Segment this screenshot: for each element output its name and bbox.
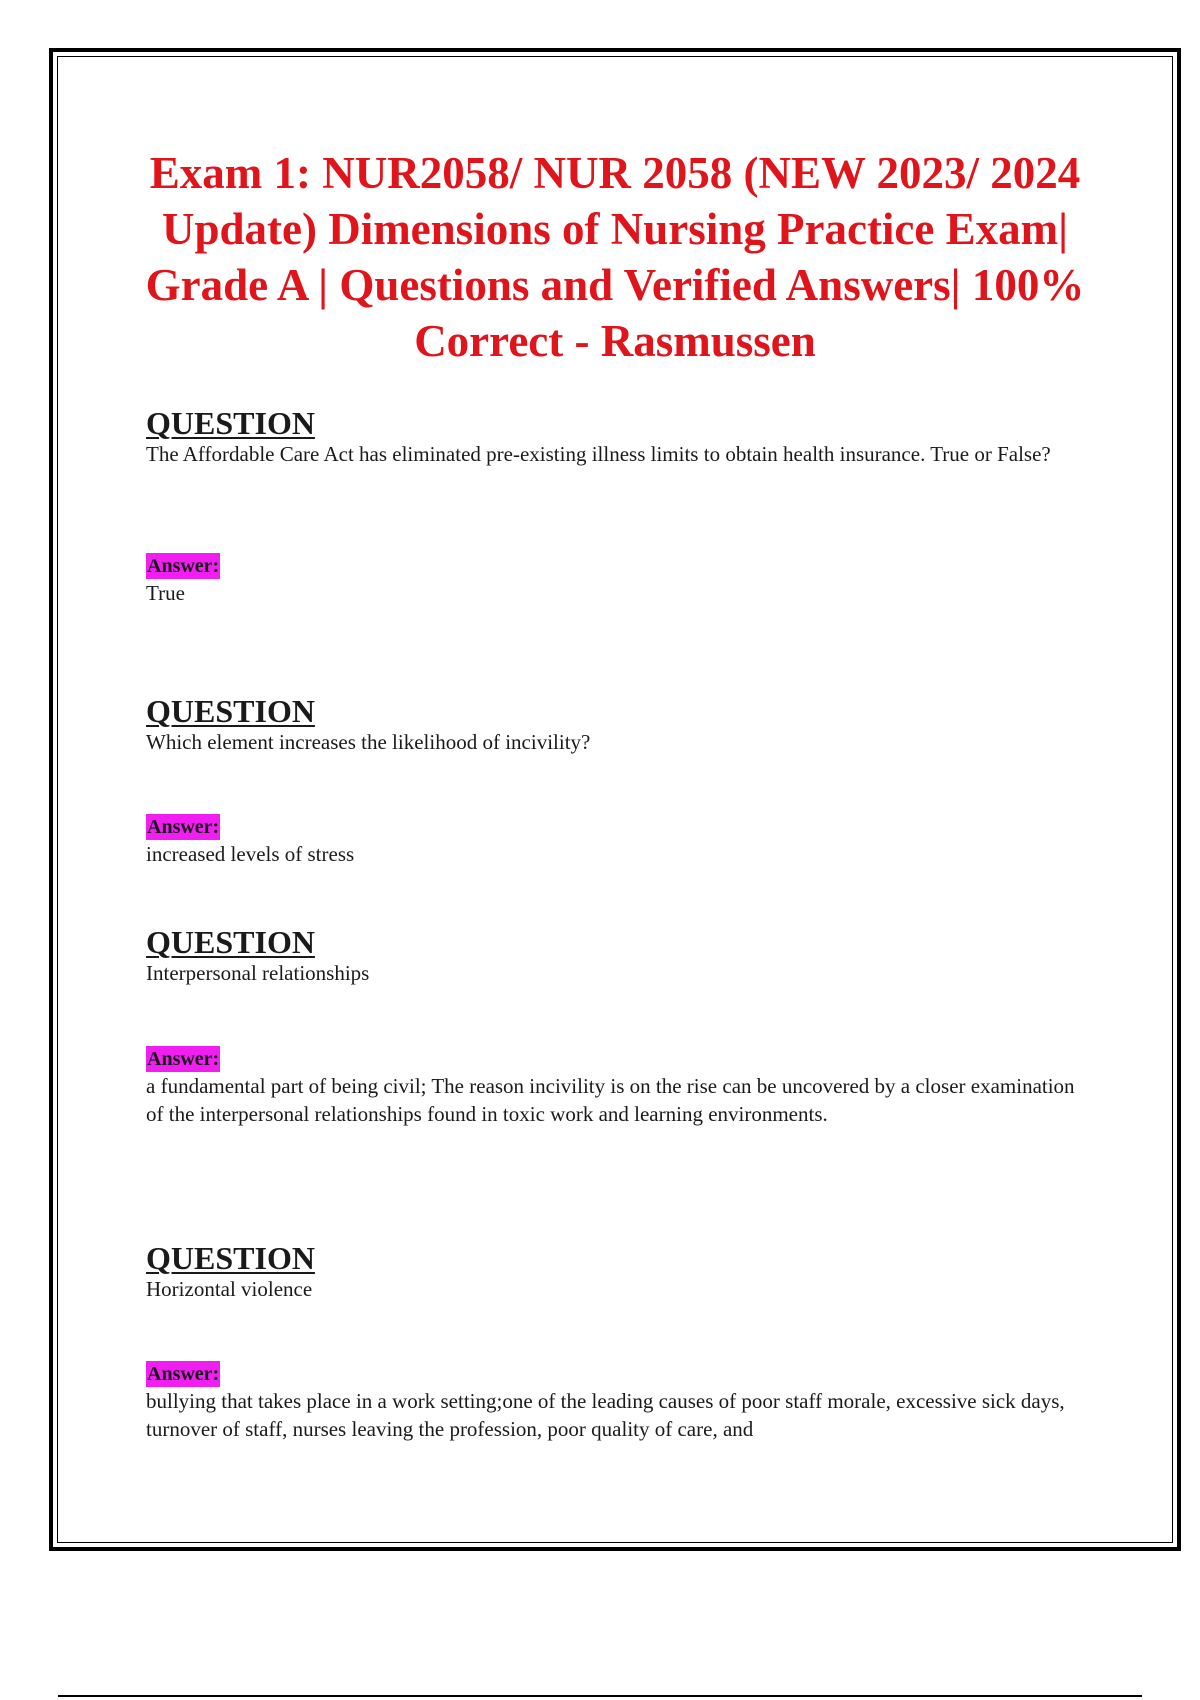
question-heading: QUESTION [146, 693, 315, 729]
answer-text: a fundamental part of being civil; The reason incivility is on the rise can be uncovered by a closer examination of the interpersonal relationships found in toxic work and learning environments. [146, 1074, 1075, 1126]
question-text: The Affordable Care Act has eliminated pre-existing illness limits to obtain health insurance. True or False? [146, 442, 1051, 466]
answer-text: increased levels of stress [146, 842, 355, 866]
answer-label: Answer: [147, 1048, 220, 1070]
answer-label: Answer: [147, 555, 220, 577]
answer-block [146, 553, 1086, 607]
question-text: Horizontal violence [146, 1277, 313, 1301]
answer-text: bullying that takes place in a work setting;one of the leading causes of poor staff morale, excessive sick days, turnover of staff, nurses leaving the profession, poor quality of care, and [146, 1389, 1065, 1441]
question-text: Interpersonal relationships [146, 961, 370, 985]
question-text: Which element increases the likelihood of incivility? [146, 730, 591, 754]
answer-block [146, 1361, 1086, 1443]
question-heading: QUESTION [146, 1240, 315, 1276]
answer-label: Answer: [147, 816, 220, 838]
answer-text: True [146, 581, 185, 605]
question-heading: QUESTION [146, 924, 315, 960]
answer-block [146, 814, 1086, 868]
bottom-rule [58, 1695, 1142, 1697]
document-title: Exam 1: NUR2058/ NUR 2058 (NEW 2023/ 2024 Update) Dimensions of Nursing Practice Exam| Grade A | Questions and Verified Answers| 100% Correct - Rasmussen [145, 148, 1085, 366]
answer-block [146, 1046, 1086, 1128]
answer-label: Answer: [147, 1363, 220, 1385]
question-block [146, 694, 1086, 756]
question-block [146, 1241, 1086, 1303]
question-heading: QUESTION [146, 405, 315, 441]
question-block [146, 925, 1086, 987]
question-block [146, 406, 1086, 468]
